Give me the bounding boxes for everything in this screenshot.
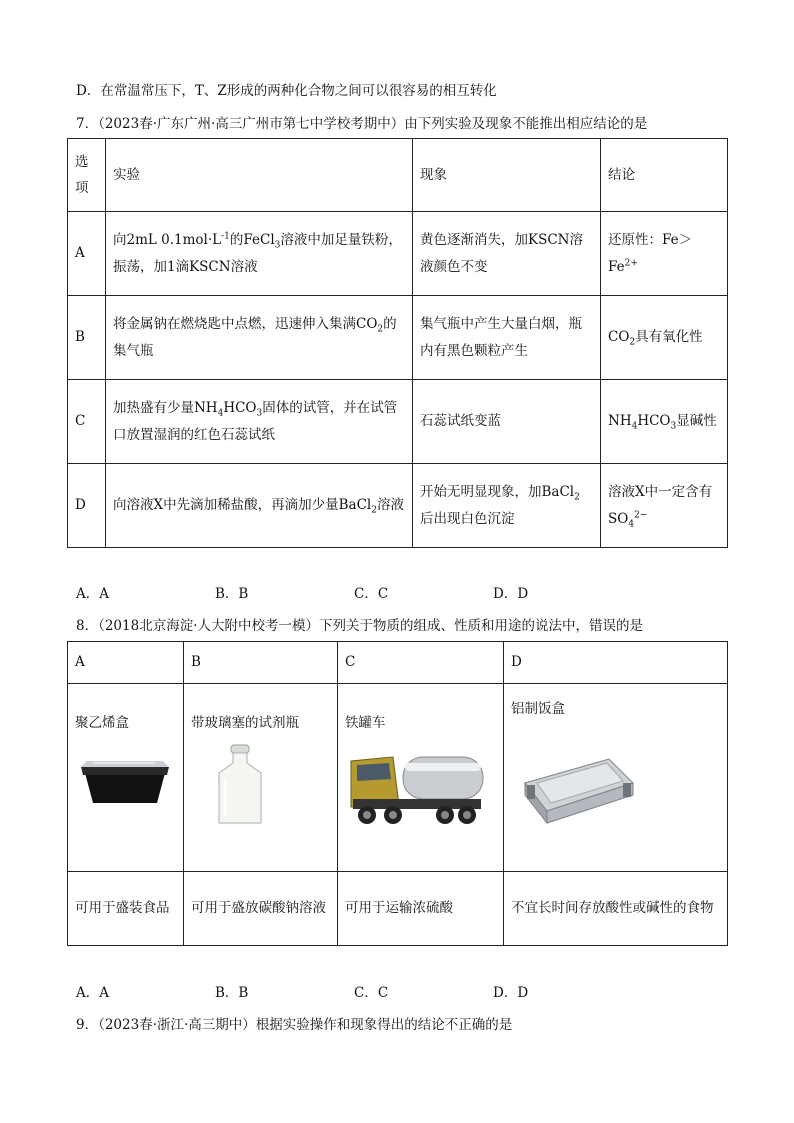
cell-item-c: [338, 684, 504, 872]
lunch-box-image: [511, 743, 641, 833]
use-d: 不宜长时间存放酸性或碱性的食物: [504, 872, 728, 946]
question7-options: [76, 585, 632, 603]
header-a: A: [68, 642, 184, 684]
row-experiment: 加热盛有少量$NH_4HCO_3$固体的试管，并在试管口放置湿润的红色石蕊试纸: [106, 380, 413, 464]
item-label: 铝制饭盒: [511, 701, 565, 717]
tanker-truck-image: [345, 743, 485, 833]
use-b: 可用于盛放碳酸钠溶液: [184, 872, 338, 946]
use-c: 可用于运输浓硫酸: [338, 872, 504, 946]
row-conclusion: $NH_4HCO_3$显碱性: [601, 380, 728, 464]
option-d[interactable]: D．D: [493, 586, 529, 602]
table-header-row: [68, 139, 728, 212]
row-experiment: 将金属钠在燃烧匙中点燃，迅速伸入集满$CO_2$的集气瓶: [106, 296, 413, 380]
row-conclusion: 还原性：$Fe>Fe^{2+}$: [601, 212, 728, 296]
row-phenomenon: 集气瓶中产生大量白烟，瓶内有黑色颗粒产生: [413, 296, 601, 380]
option-c[interactable]: C．C: [354, 586, 389, 602]
option-c[interactable]: C．C: [354, 985, 389, 1001]
row-experiment: 向溶液X中先滴加稀盐酸，再滴加少量BaCl$_2$溶液: [106, 464, 413, 548]
table-header-row: [68, 642, 728, 684]
row-experiment: 向2mL $0.1mol\cdot L^{-1}$的FeCl$_3$溶液中加足量铁粉，振荡，加1滴KSCN溶液: [106, 212, 413, 296]
table-row: [68, 380, 728, 464]
header-c: C: [338, 642, 504, 684]
row-conclusion: $CO_2$具有氧化性: [601, 296, 728, 380]
row-option: B: [68, 296, 106, 380]
header-phenomenon: 现象: [413, 139, 601, 212]
question8-title: 8．（2018北京海淀·人大附中校考一模）下列关于物质的组成、性质和用途的说法中，错误的是: [76, 618, 643, 634]
row-phenomenon: 石蕊试纸变蓝: [413, 380, 601, 464]
item-label: 铁罐车: [345, 715, 386, 731]
question9-title: 9．（2023春·浙江·高三期中）根据实验操作和现象得出的结论不正确的是: [76, 1017, 513, 1033]
table-row: [68, 296, 728, 380]
table-row: [68, 212, 728, 296]
cell-item-b: [184, 684, 338, 872]
table-row: [68, 872, 728, 946]
question6-option-d: D．在常温常压下，T、Z形成的两种化合物之间可以很容易的相互转化: [76, 83, 497, 99]
row-option: D: [68, 464, 106, 548]
header-d: D: [504, 642, 728, 684]
question8-table: [67, 641, 728, 946]
header-experiment: 实验: [106, 139, 413, 212]
option-a[interactable]: A．A: [76, 586, 109, 602]
item-label: 聚乙烯盒: [75, 715, 129, 731]
row-option: C: [68, 380, 106, 464]
table-row: [68, 464, 728, 548]
table-row: [68, 684, 728, 872]
cell-item-a: [68, 684, 184, 872]
row-conclusion: 溶液X中一定含有$SO_4^{2-}$: [601, 464, 728, 548]
row-phenomenon: 开始无明显现象，加BaCl$_2$后出现白色沉淀: [413, 464, 601, 548]
question7-table: [67, 138, 728, 548]
question8-options: [76, 984, 632, 1002]
option-d[interactable]: D．D: [493, 985, 529, 1001]
plastic-box-image: [75, 743, 175, 813]
option-b[interactable]: B．B: [215, 586, 249, 602]
cell-item-d: [504, 684, 728, 872]
item-label: 带玻璃塞的试剂瓶: [191, 715, 299, 731]
option-a[interactable]: A．A: [76, 985, 109, 1001]
option-b[interactable]: B．B: [215, 985, 249, 1001]
row-phenomenon: 黄色逐渐消失，加KSCN溶液颜色不变: [413, 212, 601, 296]
row-option: A: [68, 212, 106, 296]
reagent-bottle-image: [191, 743, 291, 827]
header-conclusion: 结论: [601, 139, 728, 212]
header-option: 选项: [68, 139, 106, 212]
header-b: B: [184, 642, 338, 684]
use-a: 可用于盛装食品: [68, 872, 184, 946]
question7-title: 7．（2023春·广东广州·高三广州市第七中学校考期中）由下列实验及现象不能推出相应结论的是: [76, 116, 648, 132]
